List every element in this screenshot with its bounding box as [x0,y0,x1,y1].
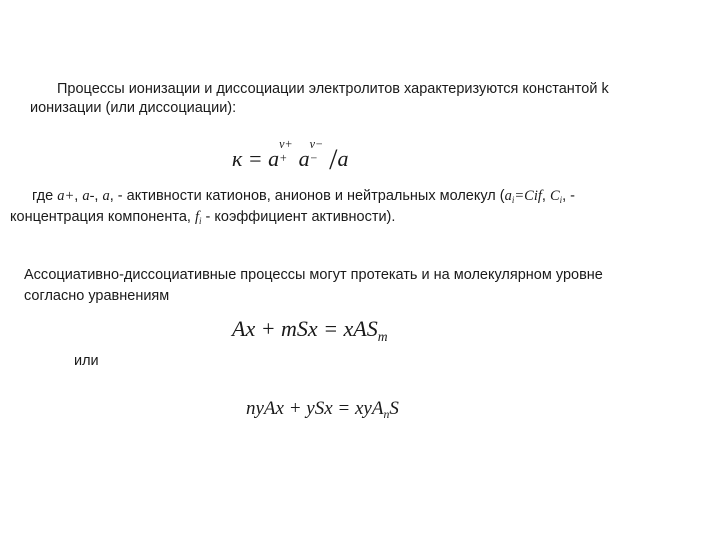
formula-a-cation: a [268,146,280,171]
paragraph-activities-line2: концентрация компонента, $f_i$ - коэффициент активности). [10,209,396,227]
ionization-constant-formula [232,137,349,177]
paragraph-association-line2: согласно уравнениям [24,288,170,304]
paragraph-association-line1: Ассоциативно-диссоциативные процессы могут протекать и на молекулярном уровне [24,267,603,283]
formula-a-neutral: a [337,146,349,171]
formula-a-anion: a [298,146,310,171]
or-text: или [74,353,99,369]
formula-a-anion-indices: ν− − [309,137,324,165]
paragraph-ionization-line1: Процессы ионизации и диссоциации электролитов характеризуются константой k [57,81,609,97]
paragraph-activities-line1: где a+, a-, a, - активности катионов, анионов и нейтральных молекул ($a_i=Cif$, $C_i$, - [32,188,576,206]
formula-equals: = [247,146,263,171]
formula-a-cation-indices: ν+ + [279,137,293,165]
association-equation-1: Ax + mSx = xAS$_m$ [232,316,388,344]
association-equation-2: nyAx + ySx = xyA$_n$S [246,398,399,422]
formula-slash: / [329,143,338,176]
paragraph-ionization-line2: ионизации (или диссоциации): [30,100,237,116]
formula-k: к [232,146,243,171]
